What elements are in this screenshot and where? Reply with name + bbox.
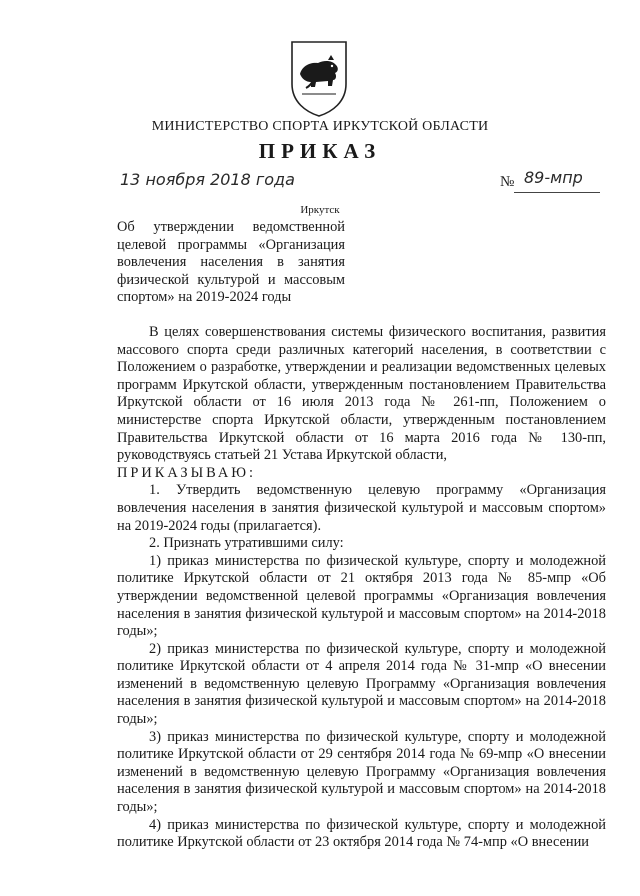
city-name: Иркутск [300,204,340,216]
document-title: ПРИКАЗ [258,139,382,163]
subitem-4-paragraph: 4) приказ министерства по физической культуре, спорту и молодежной политике Иркутской области от 23 октября 2014 года № 74-мпр «О внесении [117,816,606,851]
handwritten-date: 13 ноября 2018 года [120,170,295,189]
coat-of-arms-emblem [288,38,350,118]
order-body [117,324,606,852]
subitem-2-paragraph: 2) приказ министерства по физической культуре, спорту и молодежной политике Иркутской области от 4 апреля 2014 года № 31-мпр «О внесении изменений в ведомственную целевую Программу «Организация вовлечения населения в занятия физической культурой и массовым спортом» на 2014-2018 годы»; [117,640,606,728]
item-1-paragraph: 1. Утвердить ведомственную целевую программу «Организация вовлечения населения в занятия физической культурой и массовым спортом» на 2019-2024 годы (прилагается). [117,482,606,534]
number-prefix: № [500,174,515,190]
item-2-paragraph: 2. Признать утратившими силу: [149,535,344,552]
order-subject: Об утверждении ведомственной целевой программы «Организация вовлечения населения в занятия физической культурой и массовым спортом» на 2019-2024 годы [117,219,345,305]
order-keyword: ПРИКАЗЫВАЮ: [117,464,257,481]
subitem-1-paragraph: 1) приказ министерства по физической культуре, спорту и молодежной политике Иркутской области от 21 октября 2013 года № 85-мпр «Об утверждении ведомственной целевой программы «Организация вовлечения населения в занятия физической культурой и массовым спортом» на 2014-2018 годы»; [117,552,606,640]
preamble-paragraph: В целях совершенствования системы физического воспитания, развития массового спорта среди различных категорий населения, в соответствии с Положением о разработке, утверждении и реализации ведомственных целевых программ Иркутской области, утвержденным постановлением Правительства Иркутской области от 16 июля 2013 года № 261-пп, Положением о министерстве спорта Иркутской области, утвержденным постановлением Правительства Иркутской области от 16 марта 2016 года № 130-пп, руководствуясь статьей 21 Устава Иркутской области, [117,324,606,464]
handwritten-number: 89-мпр [524,168,583,187]
ministry-name: МИНИСТЕРСТВО СПОРТА ИРКУТСКОЙ ОБЛАСТИ [151,119,489,134]
subitem-3-paragraph: 3) приказ министерства по физической культуре, спорту и молодежной политике Иркутской области от 29 сентября 2014 года № 69-мпр «О внесении изменений в ведомственную целевую Программу «Организация вовлечения населения в занятия физической культурой и массовым спортом» на 2014-2018 годы»; [117,728,606,816]
number-underline [514,192,600,193]
